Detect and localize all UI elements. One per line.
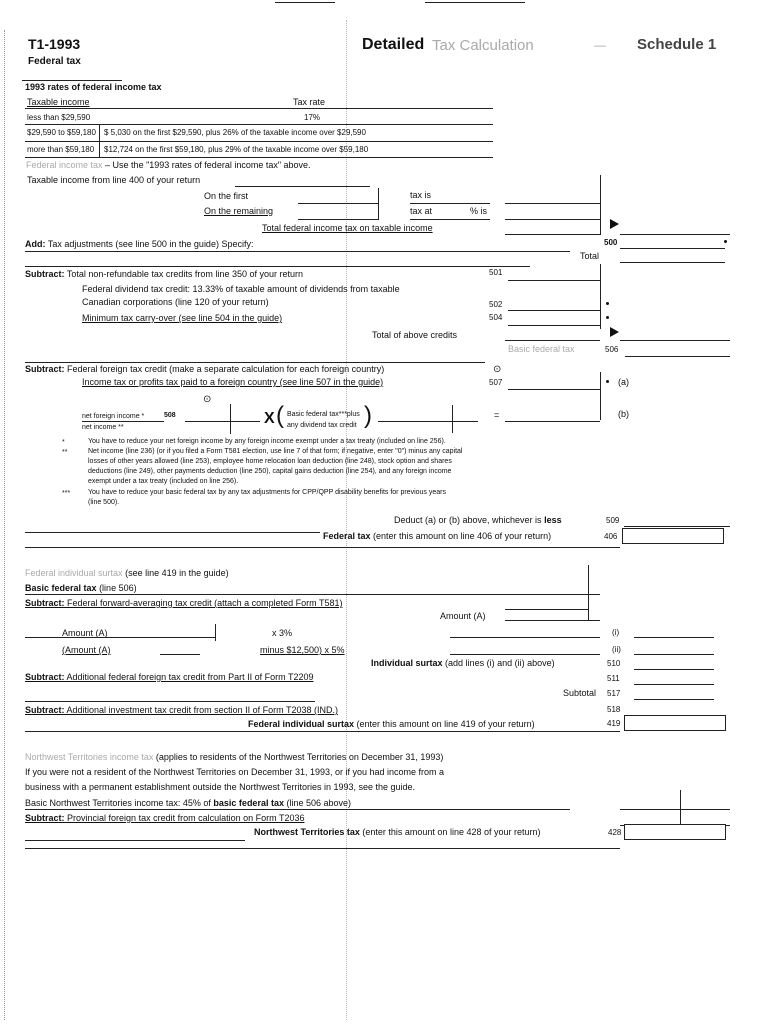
- tag-ii: (ii): [612, 645, 621, 654]
- subtract-credits-row: Subtract: Total non-refundable tax credits from line 350 of your return: [25, 269, 303, 279]
- rate-row-3-rate: $12,724 on the first $59,180, plus 29% of the taxable income over $59,180: [104, 145, 369, 154]
- footnote-2a: Net income (line 236) (or if you filed a Form T581 election, use line 7 of that form; if negative, enter "0") minus any capital: [88, 448, 463, 455]
- page-title: Detailed: [362, 36, 425, 53]
- rates-col-income: Taxable income: [27, 97, 90, 107]
- surtax-row1-label: Amount (A): [62, 628, 108, 638]
- multiply-sign: X: [264, 410, 275, 427]
- tax-is-label: tax is: [410, 190, 432, 200]
- nwt-tax-field[interactable]: [624, 824, 726, 840]
- footnote-2c: deductions (line 249), other payments deduction (line 250), capital gains deduction (line 254), and any foreign income: [88, 468, 452, 475]
- net-income-label: net income **: [82, 424, 124, 431]
- federal-tax-field[interactable]: [622, 528, 724, 544]
- individual-surtax-line: Individual surtax (add lines (i) and (ii) above): [371, 658, 555, 668]
- on-remaining-label: On the remaining: [204, 206, 274, 216]
- dividend-credit-line1: Federal dividend tax credit: 13.33% of taxable amount of dividends from taxable: [82, 284, 400, 294]
- nwt-heading: Northwest Territories income tax (applies to residents of the Northwest Territories on December 31, 1993): [25, 752, 444, 762]
- line-507: 507: [489, 378, 503, 387]
- surtax-subtract-row: Subtract: Federal forward-averaging tax credit (attach a completed Form T581): [25, 598, 343, 608]
- line-517: 517: [607, 689, 621, 698]
- line-510: 510: [607, 659, 621, 668]
- page-title-faint: Tax Calculation: [432, 37, 534, 54]
- total-label: Total: [580, 251, 600, 261]
- schedule-label: Schedule 1: [637, 36, 717, 53]
- nwt-subtract-line: Subtract: Provincial foreign tax credit from calculation on Form T2036: [25, 813, 305, 823]
- arrow-icon: [610, 327, 619, 337]
- line-511: 511: [607, 674, 620, 683]
- footnote-3a: You have to reduce your basic federal tax by any tax adjustments for CPP/QPP disability benefits for previous years: [88, 489, 446, 496]
- line-518: 518: [607, 705, 621, 714]
- line-500: 500: [604, 238, 618, 247]
- foreign-credit-line2: Income tax or profits tax paid to a foreign country (see line 507 in the guide): [82, 377, 384, 387]
- tax-at-label: tax at: [410, 206, 433, 216]
- tag-b: (b): [618, 409, 629, 419]
- additional-foreign-line: Subtract: Additional federal foreign tax credit from Part II of Form T2209: [25, 672, 314, 682]
- nwt-para-2: business with a permanent establishment outside the Northwest Territories in 1993, see the guide.: [25, 782, 416, 792]
- min-tax-carryover: Minimum tax carry-over (see line 504 in the guide): [82, 313, 283, 323]
- any-dividend-label: any dividend tax credit: [287, 422, 357, 429]
- additional-investment-line: Subtract: Additional investment tax credit from section II of Form T2038 (IND.): [25, 705, 338, 715]
- line-419: 419: [607, 719, 621, 728]
- basic-federal-tax-label: Basic federal tax: [508, 344, 575, 354]
- footnote-3b: (line 500).: [88, 499, 120, 506]
- net-foreign-income-label: net foreign income *: [82, 413, 145, 420]
- arrow-icon: [610, 219, 619, 229]
- tag-i: (i): [612, 628, 620, 637]
- basic-plus-label: Basic federal tax***plus: [287, 411, 360, 418]
- form-subtitle: Federal tax: [28, 56, 81, 67]
- deduct-line: Deduct (a) or (b) above, whichever is less: [394, 515, 562, 525]
- amount-a-label: Amount (A): [440, 611, 486, 621]
- rate-row-2-income: $29,590 to $59,180: [27, 128, 96, 137]
- subtotal-label: Subtotal: [563, 688, 597, 698]
- surtax-heading: Federal individual surtax (see line 419 in the guide): [25, 568, 229, 578]
- line-504: 504: [489, 313, 503, 322]
- tag-a: (a): [618, 377, 629, 387]
- nwt-para-1: If you were not a resident of the Northwest Territories on December 31, 1993, or if you had income from a: [25, 767, 445, 777]
- line-406: 406: [604, 532, 618, 541]
- surtax-row2-label: (Amount (A): [62, 645, 111, 655]
- dividend-credit-line2: Canadian corporations (line 120 of your return): [82, 297, 269, 307]
- federal-tax-line: Federal tax (enter this amount on line 406 of your return): [323, 531, 552, 541]
- rate-row-1-income: less than $29,590: [27, 113, 91, 122]
- line-508: 508: [164, 412, 176, 419]
- federal-individual-surtax-field[interactable]: [624, 715, 726, 731]
- federal-individual-surtax-line: Federal individual surtax (enter this amount on line 419 of your return): [248, 719, 535, 729]
- add-row: Add: Tax adjustments (see line 500 in the guide) Specify:: [25, 239, 254, 249]
- footnote-2d: exempt under a tax treaty (included on line 256).: [88, 478, 239, 485]
- federal-income-tax-heading: Federal income tax – Use the "1993 rates of federal income tax" above.: [26, 160, 311, 170]
- rates-col-rate: Tax rate: [293, 97, 326, 107]
- surtax-row1-calc: x 3%: [272, 628, 293, 638]
- equals-sign: =: [494, 410, 500, 420]
- form-id: T1-1993: [28, 36, 81, 52]
- line-428: 428: [608, 828, 622, 837]
- rate-row-2-rate: $ 5,030 on the first $29,590, plus 26% of the taxable income over $29,590: [104, 128, 366, 137]
- total-credits-label: Total of above credits: [372, 330, 458, 340]
- taxable-income-label: Taxable income from line 400 of your return: [27, 175, 201, 185]
- on-first-label: On the first: [204, 191, 249, 201]
- nwt-basic-line: Basic Northwest Territories income tax: 45% of basic federal tax (line 506 above): [25, 798, 352, 808]
- surtax-row2-calc: minus $12,500) x 5%: [260, 645, 345, 655]
- rates-heading: 1993 rates of federal income tax: [25, 82, 162, 92]
- line-501: 501: [489, 268, 503, 277]
- rate-row-3-income: more than $59,180: [27, 145, 95, 154]
- total-federal-tax-label: Total federal income tax on taxable income: [262, 223, 433, 233]
- pct-is-label: % is: [470, 206, 488, 216]
- surtax-basic-row: Basic federal tax (line 506): [25, 583, 137, 593]
- nwt-tax-line: Northwest Territories tax (enter this amount on line 428 of your return): [254, 827, 541, 837]
- line-509: 509: [606, 516, 620, 525]
- rate-row-1-rate: 17%: [304, 113, 321, 122]
- footnote-2b: losses of other years allowed (line 253), employee home relocation loan deduction (line 248), stock option and shares: [88, 458, 452, 465]
- foreign-credit-line1: Subtract: Federal foreign tax credit (make a separate calculation for each foreign country): [25, 364, 385, 374]
- footnote-1: You have to reduce your net foreign income by any foreign income exempt under a tax treaty (included on line 256).: [88, 438, 446, 445]
- line-502: 502: [489, 300, 503, 309]
- line-506: 506: [605, 345, 619, 354]
